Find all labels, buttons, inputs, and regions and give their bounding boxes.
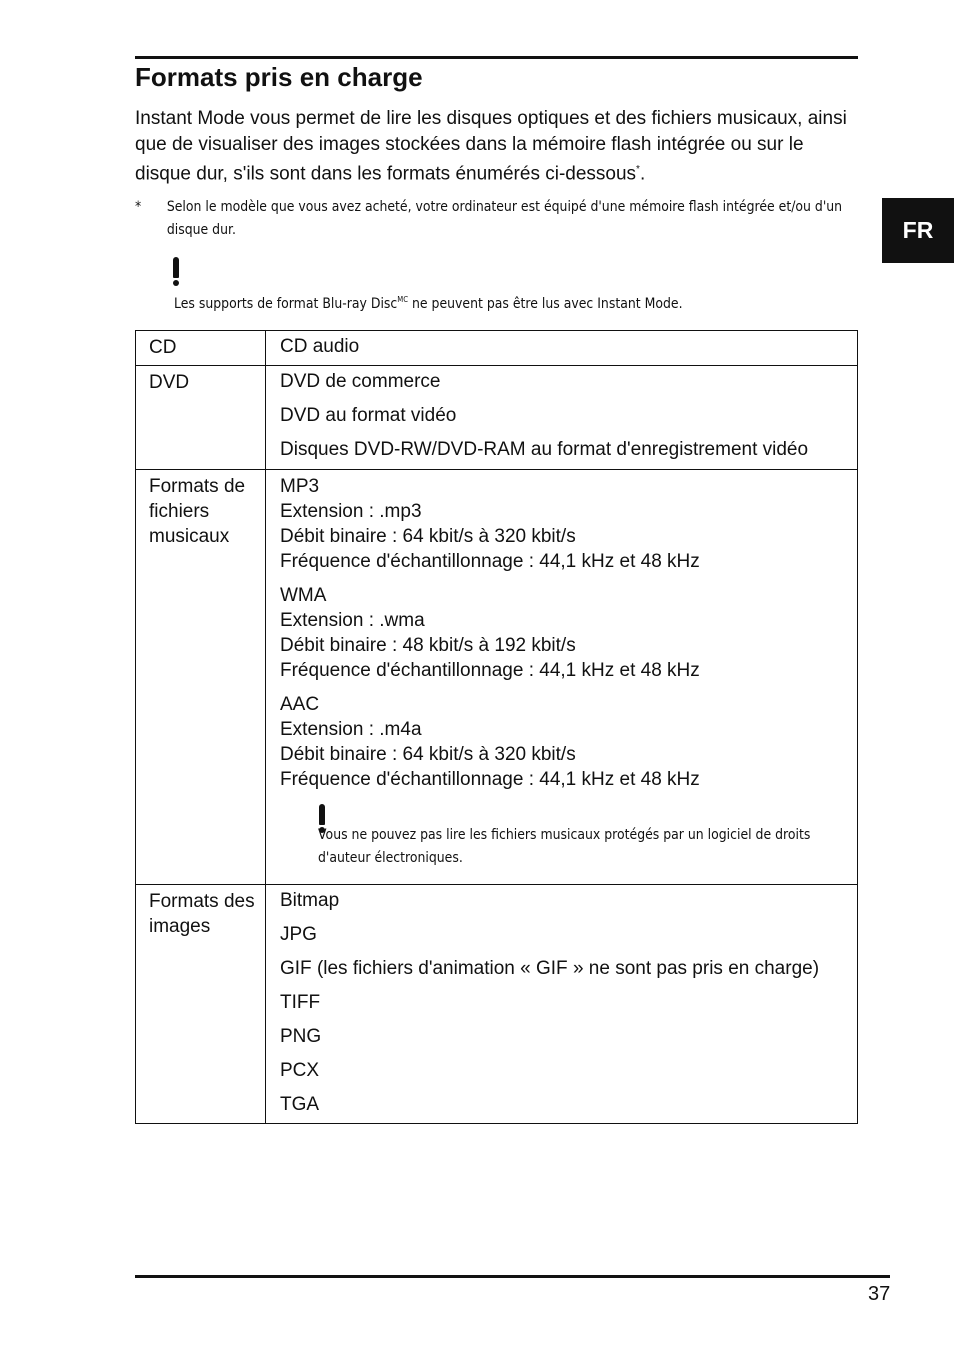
list-item: Débit binaire : 48 kbit/s à 192 kbit/s <box>280 634 576 656</box>
list-item: WMA <box>280 584 327 606</box>
note-trademark: MC <box>397 295 409 304</box>
format-group-aac <box>280 692 857 792</box>
footnote-text: Selon le modèle que vous avez acheté, votre ordinateur est équipé d'une mémoire flash intégrée et/ou d'un disque dur. <box>166 199 843 238</box>
list-item: GIF (les fichiers d'animation « GIF » ne sont pas pris en charge) <box>280 957 820 979</box>
blu-ray-note <box>174 288 683 316</box>
format-group-wma <box>280 583 857 683</box>
table-row-dvd <box>136 366 858 470</box>
exclamation-icon <box>173 257 180 286</box>
list-item: Disques DVD-RW/DVD-RAM au format d'enregistrement vidéo <box>280 439 809 460</box>
list-item: CD audio <box>280 336 360 357</box>
list-item: MP3 <box>280 475 320 497</box>
drm-note-text: Vous ne pouvez pas lire les fichiers musicaux protégés par un logiciel de droits d'auteur électroniques. <box>318 826 811 866</box>
footnote-mark: * <box>135 199 142 215</box>
format-group-mp3 <box>280 474 857 574</box>
intro-paragraph <box>135 106 860 187</box>
row-label-images: Formats des images <box>149 890 255 937</box>
language-tab: FR <box>882 198 954 263</box>
list-item: Débit binaire : 64 kbit/s à 320 kbit/s <box>280 525 576 547</box>
list-item: AAC <box>280 693 320 715</box>
table-row-cd <box>136 331 858 366</box>
list-item: Débit binaire : 64 kbit/s à 320 kbit/s <box>280 743 576 765</box>
top-rule <box>135 56 858 59</box>
list-item: Extension : .m4a <box>280 718 422 740</box>
list-item: Extension : .mp3 <box>280 500 422 522</box>
list-item: DVD au format vidéo <box>280 405 457 426</box>
row-label-dvd: DVD <box>149 372 190 393</box>
bottom-rule <box>135 1275 890 1278</box>
list-item: Fréquence d'échantillonnage : 44,1 kHz et 48 kHz <box>280 768 700 790</box>
footnote <box>135 196 843 242</box>
note-text-after: ne peuvent pas être lus avec Instant Mode. <box>408 295 683 312</box>
list-item: Bitmap <box>280 889 340 911</box>
page-title: Formats pris en charge <box>135 62 423 92</box>
table-row-images <box>136 884 858 1124</box>
list-item: TIFF <box>280 991 321 1013</box>
note-text-before: Les supports de format Blu-ray Disc <box>174 295 398 312</box>
intro-text: Instant Mode vous permet de lire les disques optiques et des fichiers musicaux, ainsi que de visualiser des images stockées dans la mémoire flash intégrée ou sur le disque dur, s'ils sont dans les formats énumérés ci-dessous <box>135 108 847 185</box>
table-row-music <box>136 469 858 884</box>
formats-table <box>135 330 858 1124</box>
row-label-music: Formats de fichiers musicaux <box>149 475 246 547</box>
intro-footnote-mark: * <box>636 164 640 175</box>
intro-end: . <box>639 163 646 185</box>
list-item: PNG <box>280 1025 322 1047</box>
list-item: Fréquence d'échantillonnage : 44,1 kHz et 48 kHz <box>280 550 700 572</box>
page-number: 37 <box>868 1283 891 1305</box>
list-item: JPG <box>280 923 317 945</box>
list-item: Extension : .wma <box>280 609 425 631</box>
list-item: Fréquence d'échantillonnage : 44,1 kHz et 48 kHz <box>280 659 700 681</box>
list-item: PCX <box>280 1059 320 1081</box>
list-item: TGA <box>280 1093 320 1115</box>
list-item: DVD de commerce <box>280 371 441 392</box>
drm-note <box>318 804 857 870</box>
row-label-cd: CD <box>149 337 177 358</box>
